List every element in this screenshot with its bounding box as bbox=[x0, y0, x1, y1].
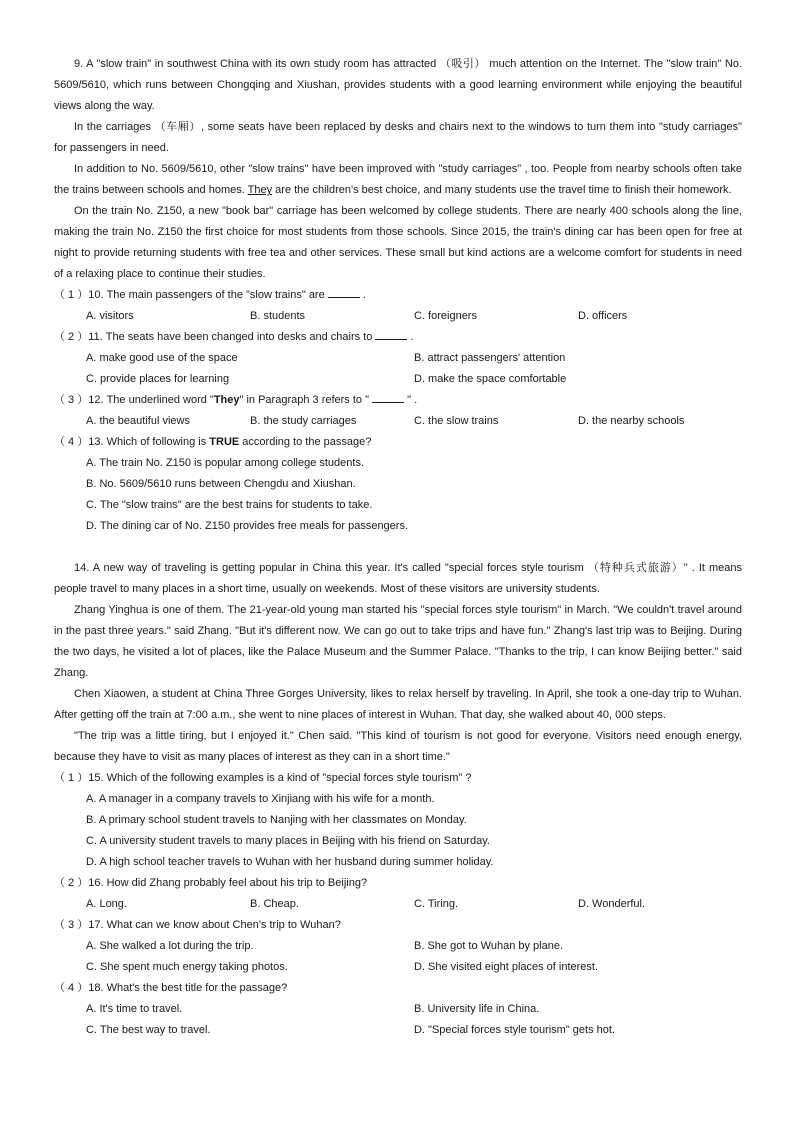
option-b[interactable]: B. She got to Wuhan by plane. bbox=[414, 940, 564, 952]
option-d[interactable]: D. A high school teacher travels to Wuhan with her husband during summer holiday. bbox=[86, 856, 494, 868]
option-b[interactable]: B. the study carriages bbox=[250, 415, 357, 427]
options-row bbox=[54, 789, 742, 810]
option-a[interactable]: A. the beautiful views bbox=[86, 415, 190, 427]
option-c[interactable]: C. She spent much energy taking photos. bbox=[86, 961, 288, 973]
worksheet-page bbox=[54, 54, 742, 1041]
question-12 bbox=[54, 390, 742, 411]
option-b[interactable]: B. A primary school student travels to Nanjing with her classmates on Monday. bbox=[86, 814, 467, 826]
section-gap bbox=[54, 537, 742, 558]
question-10 bbox=[54, 285, 742, 306]
option-c[interactable]: C. The best way to travel. bbox=[86, 1024, 211, 1036]
options-row bbox=[54, 852, 742, 873]
answer-blank bbox=[328, 287, 360, 298]
question-text: （ 4 ）13. Which of following is bbox=[54, 436, 210, 448]
bold-word: They bbox=[213, 394, 240, 406]
question-suffix: . bbox=[410, 331, 414, 343]
question-15: （ 1 ）15. Which of the following examples is a kind of "special forces style tourism" ? bbox=[54, 772, 472, 784]
option-c[interactable]: C. Tiring. bbox=[414, 898, 459, 910]
options-row bbox=[54, 999, 742, 1020]
option-a[interactable]: A. The train No. Z150 is popular among college students. bbox=[86, 457, 365, 469]
passage1-paragraph-2: In the carriages （车厢）, some seats have been replaced by desks and chairs next to the windows to turn them into "study carriages" for passengers in need. bbox=[54, 121, 742, 154]
option-d[interactable]: D. Wonderful. bbox=[578, 898, 646, 910]
passage1-paragraph-4: On the train No. Z150, a new "book bar" carriage has been welcomed by college students. There are nearly 400 schools along the line, making the train No. Z150 the first choice for most students from those schools. Since 2015, the train's dining car has been open for free at night to provide returning students with free tea and other services. These small but kind actions are a welcome comfort for students in need of a relaxing place to continue their studies. bbox=[54, 205, 742, 280]
option-d[interactable]: D. "Special forces style tourism" gets hot. bbox=[414, 1024, 615, 1036]
option-a[interactable]: A. It's time to travel. bbox=[86, 1003, 183, 1015]
answer-blank bbox=[372, 392, 404, 403]
option-c[interactable]: C. the slow trains bbox=[414, 415, 499, 427]
option-d[interactable]: D. She visited eight places of interest. bbox=[414, 961, 599, 973]
question-text: （ 2 ）11. The seats have been changed into desks and chairs to bbox=[54, 331, 373, 343]
options-row bbox=[54, 936, 742, 957]
options-row bbox=[54, 957, 742, 978]
options-row bbox=[54, 495, 742, 516]
option-d[interactable]: D. the nearby schools bbox=[578, 415, 685, 427]
options-row bbox=[54, 348, 742, 369]
option-a[interactable]: A. A manager in a company travels to Xinjiang with his wife for a month. bbox=[86, 793, 435, 805]
options-row bbox=[54, 453, 742, 474]
question-16: （ 2 ）16. How did Zhang probably feel about his trip to Beijing? bbox=[54, 877, 368, 889]
question-suffix: . bbox=[362, 289, 366, 301]
underlined-word-they: They bbox=[247, 184, 273, 196]
option-c[interactable]: C. A university student travels to many places in Beijing with his friend on Saturday. bbox=[86, 835, 490, 847]
text-segment: are the children's best choice, and many students use the travel time to finish their homework. bbox=[272, 184, 732, 196]
question-18: （ 4 ）18. What's the best title for the passage? bbox=[54, 982, 288, 994]
answer-blank bbox=[375, 329, 407, 340]
passage2-paragraph-1: 14. A new way of traveling is getting popular in China this year. It's called "special forces style tourism （特种兵式旅游）" . It means people travel to many places in a short time, usually on weekends. Most of these visitors are university students. bbox=[54, 562, 742, 595]
options-row bbox=[54, 516, 742, 537]
options-row bbox=[54, 369, 742, 390]
option-a[interactable]: A. make good use of the space bbox=[86, 352, 238, 364]
question-text: " in Paragraph 3 refers to " bbox=[239, 394, 370, 406]
option-b[interactable]: B. Cheap. bbox=[250, 898, 299, 910]
option-a[interactable]: A. visitors bbox=[86, 310, 134, 322]
option-c[interactable]: C. The "slow trains" are the best trains for students to take. bbox=[86, 499, 373, 511]
passage2-paragraph-2: Zhang Yinghua is one of them. The 21-year-old young man started his "special forces style tourism" in March. "We couldn't travel around in the past three years." said Zhang. "But it's different now. We can go out to take trips and have fun." Zhang's last trip was to Beijing. During the two days, he visited a lot of places, like the Palace Museum and the Summer Palace. "Thanks to the trip, I can know Beijing better." said Zhang. bbox=[54, 604, 742, 679]
option-d[interactable]: D. The dining car of No. Z150 provides free meals for passengers. bbox=[86, 520, 409, 532]
option-d[interactable]: D. make the space comfortable bbox=[414, 373, 567, 385]
option-a[interactable]: A. She walked a lot during the trip. bbox=[86, 940, 254, 952]
option-d[interactable]: D. officers bbox=[578, 310, 628, 322]
passage1-paragraph-1: 9. A "slow train" in southwest China with its own study room has attracted （吸引） much attention on the Internet. The "slow train" No. 5609/5610, which runs between Chongqing and Xiushan, provides students with a good learning environment while enjoying the beautiful views along the way. bbox=[54, 58, 742, 112]
options-row bbox=[54, 831, 742, 852]
bold-word: TRUE bbox=[209, 436, 240, 448]
option-a[interactable]: A. Long. bbox=[86, 898, 127, 910]
question-17: （ 3 ）17. What can we know about Chen's trip to Wuhan? bbox=[54, 919, 341, 931]
options-row bbox=[54, 894, 742, 915]
options-row bbox=[54, 1020, 742, 1041]
options-row bbox=[54, 810, 742, 831]
passage1-paragraph-3 bbox=[54, 159, 742, 201]
text-segment: In addition to No. 5609/5610, other "slow trains" have been improved with "study carriages" , too. People from nearby schools often take the trains between schools and homes. bbox=[54, 163, 742, 196]
option-b[interactable]: B. attract passengers' attention bbox=[414, 352, 566, 364]
question-text: according to the passage? bbox=[239, 436, 372, 448]
question-text: （ 3 ）12. The underlined word " bbox=[54, 394, 214, 406]
options-row bbox=[54, 474, 742, 495]
option-b[interactable]: B. University life in China. bbox=[414, 1003, 540, 1015]
option-b[interactable]: B. No. 5609/5610 runs between Chengdu and Xiushan. bbox=[86, 478, 356, 490]
question-13 bbox=[54, 432, 742, 453]
passage2-paragraph-3: Chen Xiaowen, a student at China Three Gorges University, likes to relax herself by traveling. In April, she took a one-day trip to Wuhan. After getting off the train at 7:00 a.m., she went to nine places of interest in Wuhan. That day, she walked about 40, 000 steps. bbox=[54, 688, 742, 721]
options-row bbox=[54, 306, 742, 327]
option-c[interactable]: C. foreigners bbox=[414, 310, 477, 322]
question-text: （ 1 ）10. The main passengers of the "slow trains" are bbox=[54, 289, 325, 301]
options-row bbox=[54, 411, 742, 432]
question-11 bbox=[54, 327, 742, 348]
passage2-paragraph-4: "The trip was a little tiring, but I enjoyed it." Chen said. "This kind of tourism is not good for everyone. Visitors need enough energy, because they have to visit as many places of interest as they can in a short time." bbox=[54, 730, 742, 763]
question-suffix: " . bbox=[407, 394, 418, 406]
option-b[interactable]: B. students bbox=[250, 310, 306, 322]
option-c[interactable]: C. provide places for learning bbox=[86, 373, 230, 385]
